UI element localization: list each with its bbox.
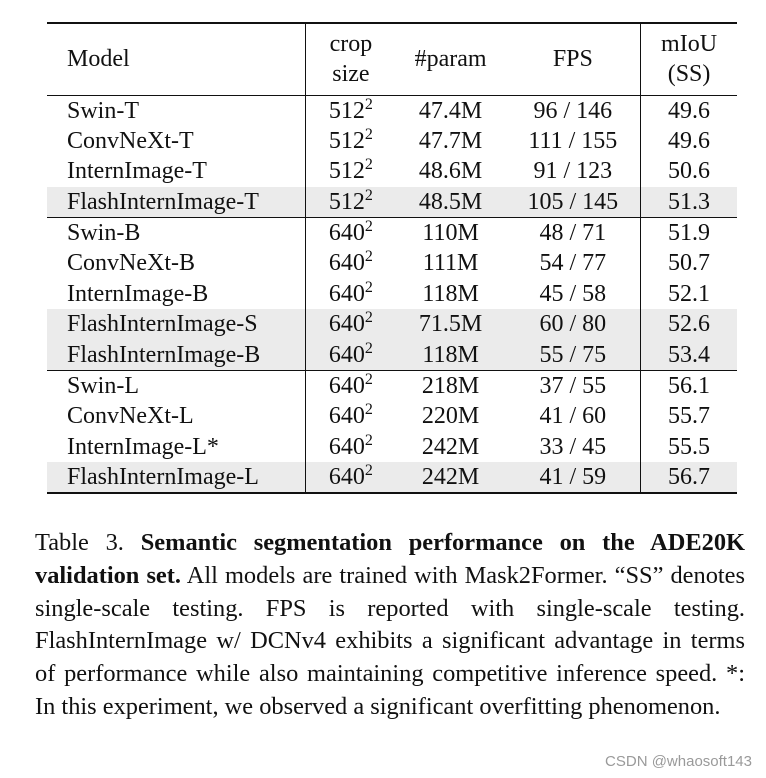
cell-model: FlashInternImage-T (47, 187, 306, 218)
cell-crop-size (306, 187, 396, 218)
cell-model: Swin-T (67, 97, 139, 124)
cell-miou: 55.5 (641, 432, 737, 463)
cell-miou: 56.1 (641, 370, 737, 401)
cell-param: 220M (421, 403, 480, 430)
cell-miou: 50.7 (641, 248, 737, 279)
cell-crop-size (306, 432, 396, 463)
cell-crop-size (306, 309, 396, 340)
crop-value: 640 (328, 311, 365, 338)
cell-param: 47.4M (418, 97, 483, 124)
cell-fps: 111 / 155 (528, 127, 618, 154)
table-row (47, 156, 737, 187)
watermark: CSDN @whaosoft143 (605, 753, 752, 770)
cell-miou: 49.6 (641, 126, 737, 157)
header-crop-size (306, 23, 396, 95)
header-miou-line1: mIoU (661, 31, 718, 58)
table-row (47, 309, 737, 340)
cell-model: ConvNeXt-T (67, 127, 194, 154)
cell-param: 48.5M (396, 187, 506, 218)
crop-exponent: 2 (364, 309, 373, 327)
cell-crop-size (306, 462, 396, 493)
caption-label: Table 3. (35, 529, 124, 556)
cell-param: 48.6M (418, 158, 483, 185)
crop-exponent: 2 (364, 462, 373, 480)
cell-miou: 50.6 (641, 156, 737, 187)
table-caption (35, 527, 745, 724)
cell-crop-size (306, 126, 396, 157)
crop-exponent: 2 (364, 217, 373, 235)
cell-fps: 96 / 146 (533, 97, 613, 124)
cell-crop-size (306, 279, 396, 310)
cell-model: FlashInternImage-B (47, 340, 306, 371)
crop-exponent: 2 (364, 370, 373, 388)
cell-model: InternImage-T (67, 158, 207, 185)
caption-body: All models are trained with Mask2Former. “SS” denotes single-scale testing. FPS is reported with single-scale testing. FlashInternImage w/ DCNv4 exhibits a significant advantage in terms of performance while also maintaining competitive inference speed. *: In this experiment, we observed a significant overfitting phenomenon. (35, 561, 745, 720)
crop-exponent: 2 (364, 401, 373, 419)
crop-value: 640 (328, 403, 365, 430)
header-crop-line1: crop (329, 31, 373, 58)
header-crop-line2: size (332, 61, 370, 88)
crop-value: 640 (328, 341, 365, 368)
crop-exponent: 2 (364, 339, 373, 357)
crop-exponent: 2 (364, 125, 373, 143)
table-row (47, 248, 737, 279)
crop-value: 512 (328, 158, 365, 185)
crop-value: 640 (328, 372, 365, 399)
cell-param: 111M (422, 250, 479, 277)
cell-model: Swin-B (47, 217, 306, 248)
crop-value: 640 (328, 250, 365, 277)
cell-fps: 48 / 71 (506, 217, 641, 248)
cell-crop-size (306, 217, 396, 248)
table-body (47, 95, 737, 493)
cell-param: 110M (396, 217, 506, 248)
cell-fps: 37 / 55 (506, 370, 641, 401)
table-row (47, 187, 737, 218)
cell-model: ConvNeXt-B (67, 250, 195, 277)
cell-param: 218M (396, 370, 506, 401)
crop-exponent: 2 (364, 248, 373, 266)
table-row (47, 126, 737, 157)
cell-miou: 51.9 (641, 217, 737, 248)
table-row (47, 401, 737, 432)
cell-param: 118M (396, 340, 506, 371)
crop-exponent: 2 (364, 186, 373, 204)
cell-param: 47.7M (418, 127, 483, 154)
cell-fps: 41 / 59 (506, 462, 641, 493)
cell-fps: 41 / 60 (539, 403, 607, 430)
table-row (47, 279, 737, 310)
cell-miou: 56.7 (641, 462, 737, 493)
cell-param: 242M (421, 433, 480, 460)
cell-crop-size (306, 156, 396, 187)
cell-param: 242M (396, 462, 506, 493)
cell-fps: 45 / 58 (539, 280, 607, 307)
crop-value: 640 (328, 464, 365, 491)
cell-crop-size (306, 401, 396, 432)
cell-miou: 49.6 (641, 95, 737, 126)
cell-model: Swin-L (47, 370, 306, 401)
crop-exponent: 2 (364, 431, 373, 449)
cell-fps: 54 / 77 (539, 250, 607, 277)
crop-value: 512 (328, 127, 365, 154)
table-row (47, 462, 737, 493)
cell-param: 118M (422, 280, 479, 307)
header-miou-line2: (SS) (667, 61, 711, 88)
crop-value: 640 (328, 280, 365, 307)
table-row (47, 217, 737, 248)
cell-param: 71.5M (396, 309, 506, 340)
cell-crop-size (306, 248, 396, 279)
crop-value: 512 (328, 188, 365, 215)
cell-model: InternImage-L* (67, 433, 219, 460)
cell-crop-size (306, 340, 396, 371)
crop-value: 640 (328, 219, 365, 246)
results-table (47, 22, 737, 494)
crop-exponent: 2 (364, 95, 373, 113)
cell-miou: 53.4 (641, 340, 737, 371)
cell-miou: 51.3 (641, 187, 737, 218)
cell-model: InternImage-B (67, 280, 209, 307)
cell-model: FlashInternImage-S (47, 309, 306, 340)
caption-title: Semantic segmentation performance on the ADE20K validation set. (35, 529, 745, 589)
cell-fps: 60 / 80 (506, 309, 641, 340)
cell-crop-size (306, 95, 396, 126)
cell-fps: 91 / 123 (533, 158, 613, 185)
cell-miou: 52.6 (641, 309, 737, 340)
crop-exponent: 2 (364, 278, 373, 296)
header-miou (641, 23, 737, 95)
table-row (47, 95, 737, 126)
cell-fps: 33 / 45 (539, 433, 607, 460)
table-row (47, 340, 737, 371)
cell-fps: 105 / 145 (506, 187, 641, 218)
crop-value: 640 (328, 433, 365, 460)
table-row (47, 432, 737, 463)
header-fps: FPS (552, 46, 593, 73)
cell-miou: 52.1 (641, 279, 737, 310)
cell-model: ConvNeXt-L (67, 403, 194, 430)
header-param: #param (414, 46, 487, 73)
cell-miou: 55.7 (641, 401, 737, 432)
crop-exponent: 2 (364, 156, 373, 174)
table-row (47, 370, 737, 401)
crop-value: 512 (328, 97, 365, 124)
cell-model: FlashInternImage-L (47, 462, 306, 493)
cell-crop-size (306, 370, 396, 401)
cell-fps: 55 / 75 (506, 340, 641, 371)
header-model: Model (67, 46, 130, 73)
table-header-row (47, 23, 737, 95)
